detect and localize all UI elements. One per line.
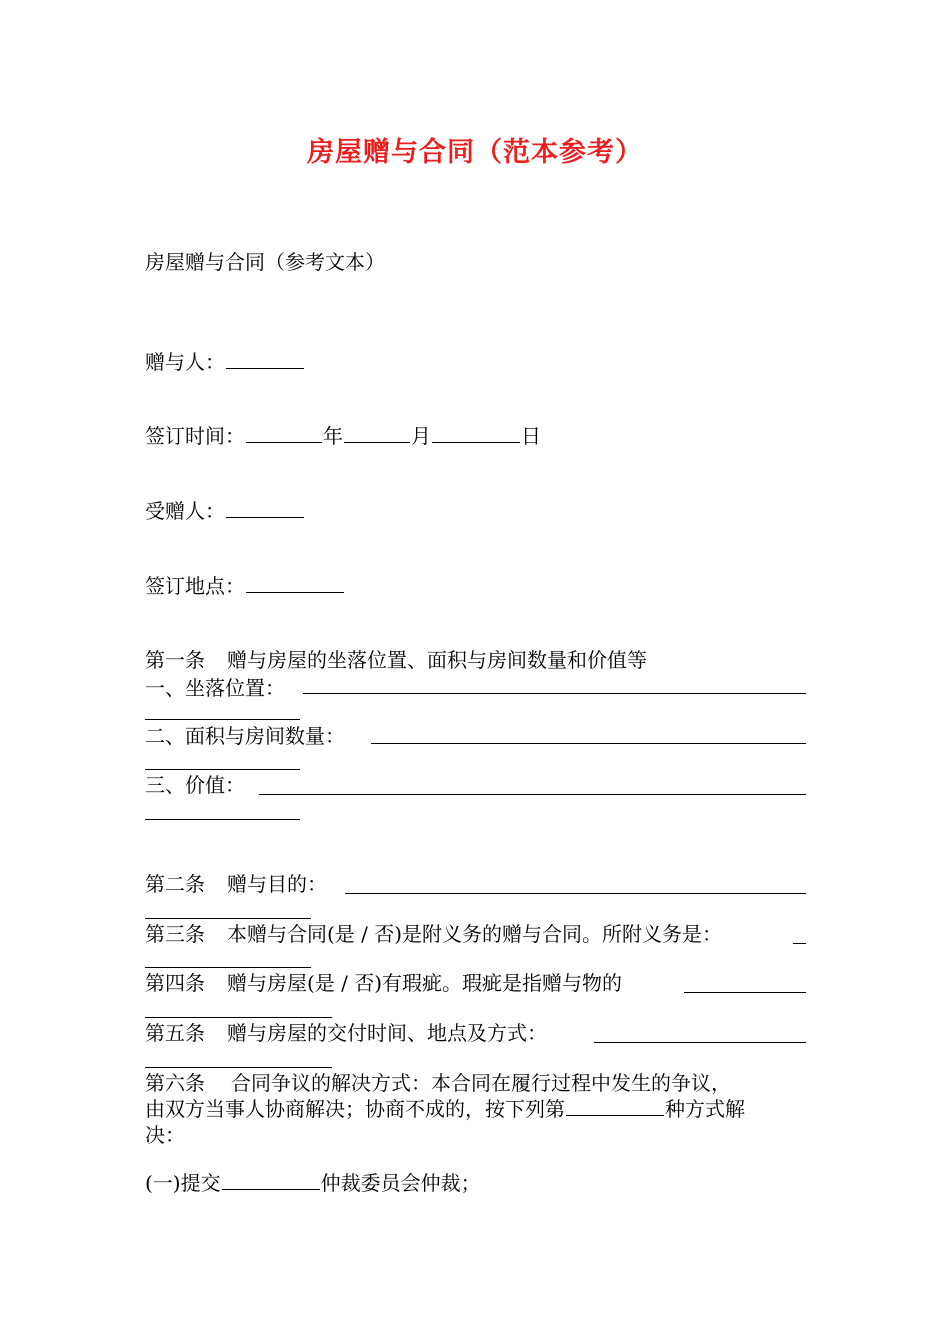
- sign-place-line: [145, 573, 345, 599]
- article5-number: 第五条: [145, 1021, 205, 1045]
- donee-label: 受赠人：: [145, 499, 225, 523]
- option1-line: [145, 1170, 481, 1196]
- article2-number: 第二条: [145, 872, 205, 896]
- article6-line1: [145, 1070, 731, 1096]
- month-label: 月: [411, 424, 431, 448]
- article1-text: 赠与房屋的坐落位置、面积与房间数量和价值等: [227, 648, 647, 672]
- article4-number: 第四条: [145, 971, 205, 995]
- article6-line2: [145, 1096, 745, 1122]
- donor-label: 赠与人：: [145, 350, 225, 374]
- delivery-blank: [594, 1042, 806, 1043]
- article6-line3: 决：: [145, 1123, 185, 1147]
- day-label: 日: [521, 424, 541, 448]
- day-blank: [432, 424, 520, 443]
- sign-place-blank: [246, 574, 344, 593]
- delivery-blank-cont: [145, 1067, 332, 1068]
- article2-text: 赠与目的：: [227, 872, 327, 896]
- defect-blank-cont: [145, 1017, 332, 1018]
- article5-text: 赠与房屋的交付时间、地点及方式：: [227, 1021, 547, 1045]
- value-blank: [259, 794, 806, 795]
- donor-blank: [226, 350, 304, 369]
- arbitration-blank: [222, 1171, 320, 1190]
- value-blank-cont: [145, 819, 300, 820]
- article1-item2: 二、面积与房间数量：: [145, 724, 345, 748]
- defect-blank: [684, 992, 806, 993]
- subtitle: 房屋赠与合同（参考文本）: [145, 250, 385, 274]
- year-blank: [246, 424, 322, 443]
- article2-line: [145, 871, 327, 897]
- article3-number: 第三条: [145, 922, 205, 946]
- obligation-blank-cont: [145, 967, 311, 968]
- article4-line: [145, 970, 622, 996]
- location-blank: [303, 693, 806, 694]
- purpose-blank: [345, 893, 806, 894]
- sign-place-label: 签订地点：: [145, 574, 245, 598]
- article6-line2-b: 种方式解: [665, 1097, 745, 1121]
- year-label: 年: [323, 424, 343, 448]
- article6-number: 第六条: [145, 1071, 205, 1095]
- article3-text: 本赠与合同(是 / 否)是附义务的赠与合同。所附义务是：: [227, 922, 723, 946]
- sign-time-line: [145, 423, 541, 449]
- article6-text: 合同争议的解决方式：本合同在履行过程中发生的争议，: [231, 1071, 731, 1095]
- purpose-blank-cont: [145, 918, 311, 919]
- option1-prefix: (一)提交: [145, 1171, 221, 1195]
- donor-line: [145, 349, 305, 375]
- article1-number: 第一条: [145, 648, 205, 672]
- month-blank: [344, 424, 410, 443]
- article4-text: 赠与房屋(是 / 否)有瑕疵。瑕疵是指赠与物的: [227, 971, 623, 995]
- donee-line: [145, 498, 305, 524]
- donee-blank: [226, 499, 304, 518]
- article1-item1: 一、坐落位置：: [145, 676, 285, 700]
- article1-item3: 三、价值：: [145, 773, 245, 797]
- option1-suffix: 仲裁委员会仲裁；: [320, 1171, 481, 1195]
- location-blank-cont: [145, 719, 300, 720]
- sign-time-label: 签订时间：: [145, 424, 245, 448]
- article6-line2-a: 由双方当事人协商解决；协商不成的，按下列第: [145, 1097, 565, 1121]
- article5-line: [145, 1020, 547, 1046]
- obligation-blank: [793, 943, 806, 944]
- method-blank: [566, 1097, 664, 1116]
- area-blank-cont: [145, 769, 300, 770]
- article1-heading: [145, 647, 647, 673]
- document-title: 房屋赠与合同（范本参考）: [307, 137, 643, 168]
- article3-line: [145, 921, 722, 947]
- area-blank: [371, 743, 806, 744]
